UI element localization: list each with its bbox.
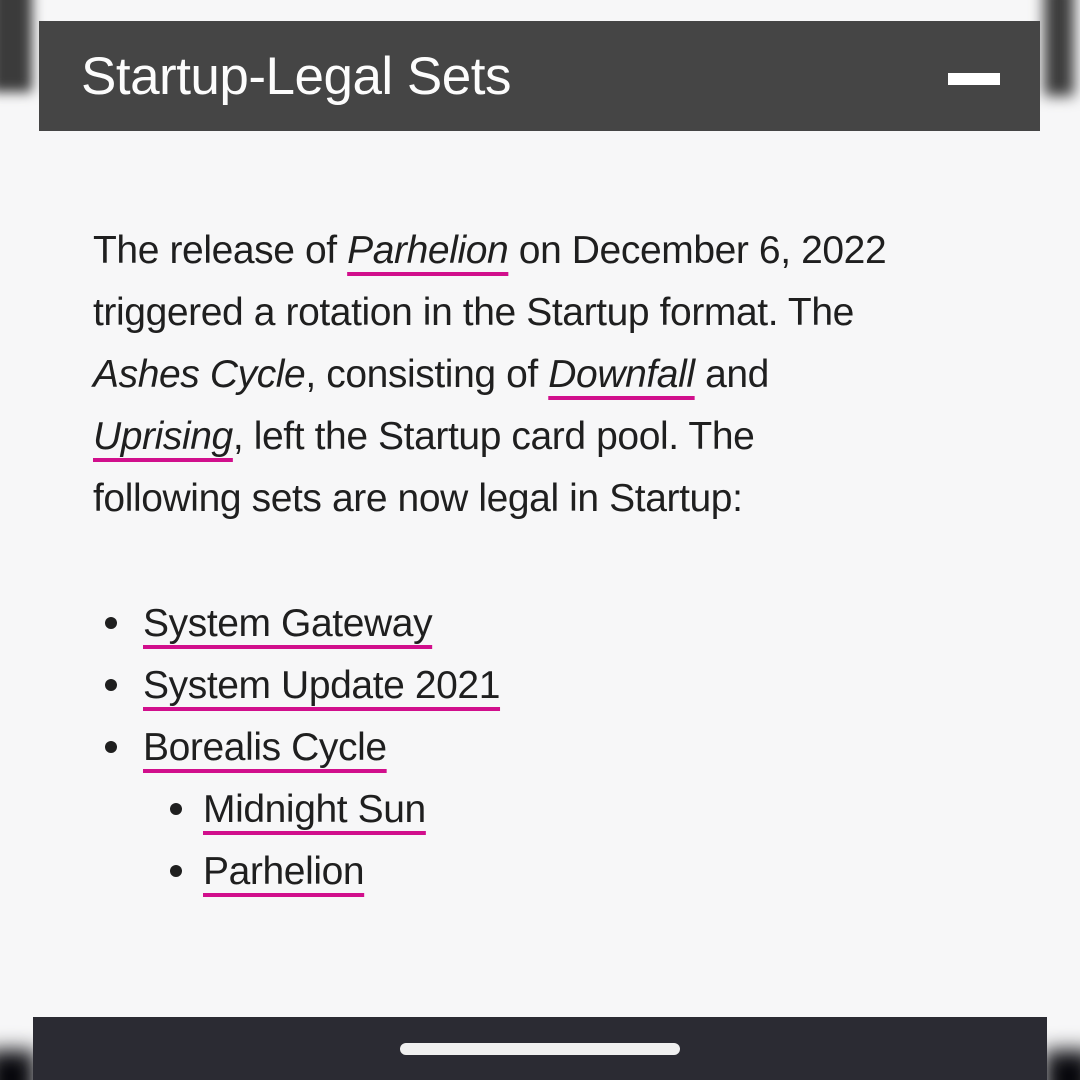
paragraph-text: , consisting of	[305, 353, 549, 396]
list-item	[0, 717, 1080, 779]
paragraph-text: triggered a rotation in the Startup format. The	[93, 291, 854, 334]
list-item	[0, 841, 1080, 903]
intro-paragraph	[93, 220, 1033, 530]
list-item	[0, 655, 1080, 717]
paragraph-line-1	[93, 220, 1033, 282]
list-item	[0, 779, 1080, 841]
set-link-midnight-sun[interactable]: Midnight Sun	[203, 788, 426, 831]
set-link-parhelion[interactable]: Parhelion	[203, 850, 365, 893]
home-indicator-pill[interactable]	[400, 1043, 680, 1055]
set-link-borealis-cycle[interactable]: Borealis Cycle	[143, 726, 387, 769]
bullet-icon	[170, 803, 182, 815]
panel-header[interactable]	[39, 21, 1040, 131]
minus-icon[interactable]	[948, 73, 1000, 85]
paragraph-text: , left the Startup card pool. The	[232, 415, 755, 458]
set-link-system-update-2021[interactable]: System Update 2021	[143, 664, 501, 707]
bullet-icon	[170, 865, 182, 877]
inline-link-uprising[interactable]: Uprising	[93, 415, 233, 458]
list-item	[0, 593, 1080, 655]
set-link-system-gateway[interactable]: System Gateway	[143, 602, 433, 645]
paragraph-text: on December 6, 2022	[508, 229, 887, 272]
paragraph-line-3	[93, 344, 1033, 406]
bullet-icon	[105, 617, 117, 629]
panel-title: Startup-Legal Sets	[81, 46, 511, 106]
bullet-icon	[105, 741, 117, 753]
edge-artifact-bottom-right	[1044, 1050, 1080, 1080]
inline-link-downfall[interactable]: Downfall	[548, 353, 695, 396]
paragraph-line-5	[93, 468, 1033, 530]
paragraph-text: Ashes Cycle	[93, 353, 306, 396]
edge-artifact-top-left	[0, 0, 32, 92]
paragraph-text: and	[694, 353, 769, 396]
inline-link-parhelion[interactable]: Parhelion	[347, 229, 509, 272]
edge-artifact-bottom-left	[0, 1050, 36, 1080]
paragraph-line-4	[93, 406, 1033, 468]
bottom-bar	[33, 1017, 1047, 1080]
bullet-icon	[105, 679, 117, 691]
legal-sets-list	[0, 593, 1080, 903]
paragraph-text: The release of	[93, 229, 348, 272]
edge-artifact-top-right	[1044, 0, 1074, 96]
paragraph-text: following sets are now legal in Startup:	[93, 477, 743, 520]
paragraph-line-2	[93, 282, 1033, 344]
